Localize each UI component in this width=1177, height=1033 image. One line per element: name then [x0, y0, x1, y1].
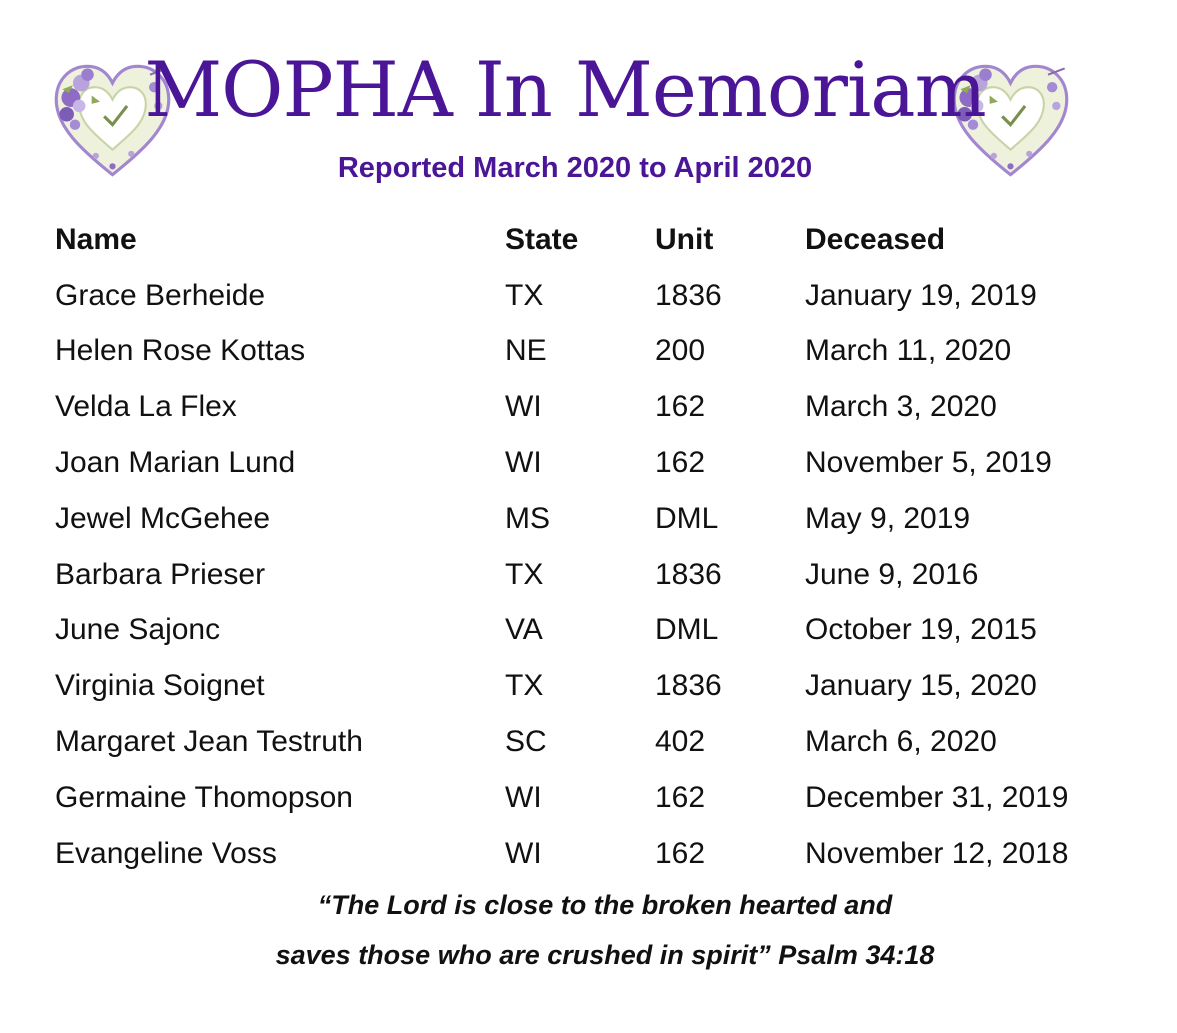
cell-unit: 1836 [655, 557, 722, 591]
cell-unit: 162 [655, 446, 706, 480]
cell-deceased: March 3, 2020 [805, 390, 997, 424]
cell-name: Virginia Soignet [55, 669, 265, 703]
table-row [55, 770, 1125, 826]
table-row [55, 547, 1125, 603]
cell-unit: DML [655, 501, 719, 535]
cell-state: VA [505, 613, 543, 647]
cell-name: Germaine Thomopson [55, 780, 353, 814]
table-row [55, 658, 1125, 714]
table-row [55, 324, 1125, 380]
cell-unit: DML [655, 613, 719, 647]
cell-unit: 1836 [655, 278, 722, 312]
table-row [55, 379, 1125, 435]
scripture-quote-line-1: “The Lord is close to the broken hearted and [317, 890, 893, 920]
table-row [55, 826, 1125, 882]
page-title: MOPHA In Memoriam [144, 45, 986, 134]
cell-deceased: March 11, 2020 [805, 334, 1012, 368]
table-row [55, 603, 1125, 659]
cell-name: Joan Marian Lund [55, 446, 296, 480]
cell-deceased: November 5, 2019 [805, 446, 1052, 480]
cell-unit: 162 [655, 836, 706, 870]
cell-unit: 402 [655, 725, 706, 759]
scripture-quote-line-2: saves those who are crushed in spirit” Psalm 34:18 [275, 940, 935, 970]
cell-state: MS [505, 501, 550, 535]
table-row [55, 714, 1125, 770]
cell-state: WI [505, 836, 542, 870]
cell-deceased: December 31, 2019 [805, 780, 1069, 814]
cell-deceased: June 9, 2016 [805, 557, 979, 591]
cell-name: Velda La Flex [55, 390, 237, 424]
cell-unit: 1836 [655, 669, 722, 703]
cell-name: Jewel McGehee [55, 501, 271, 535]
cell-name: Margaret Jean Testruth [55, 725, 363, 759]
cell-unit: 200 [655, 334, 706, 368]
cell-state: NE [505, 334, 547, 368]
cell-state: WI [505, 390, 542, 424]
table-row [55, 491, 1125, 547]
cell-unit: 162 [655, 780, 706, 814]
cell-name: Barbara Prieser [55, 557, 266, 591]
cell-deceased: March 6, 2020 [805, 725, 997, 759]
cell-state: TX [505, 557, 544, 591]
column-header-deceased: Deceased [805, 222, 946, 256]
cell-state: WI [505, 446, 542, 480]
cell-deceased: January 19, 2019 [805, 278, 1037, 312]
column-header-name: Name [55, 222, 137, 256]
cell-deceased: November 12, 2018 [805, 836, 1069, 870]
cell-unit: 162 [655, 390, 706, 424]
cell-name: Evangeline Voss [55, 836, 277, 870]
column-header-state: State [505, 222, 579, 256]
page-subtitle: Reported March 2020 to April 2020 [337, 152, 813, 184]
cell-deceased: January 15, 2020 [805, 669, 1037, 703]
table-row [55, 268, 1125, 324]
cell-deceased: October 19, 2015 [805, 613, 1037, 647]
cell-name: Grace Berheide [55, 278, 266, 312]
table-row [55, 435, 1125, 491]
memorial-table [55, 212, 1125, 882]
cell-state: TX [505, 669, 544, 703]
cell-name: Helen Rose Kottas [55, 334, 306, 368]
column-header-unit: Unit [655, 222, 714, 256]
cell-state: WI [505, 780, 542, 814]
cell-name: June Sajonc [55, 613, 221, 647]
table-header-row [55, 212, 1125, 268]
cell-deceased: May 9, 2019 [805, 501, 971, 535]
cell-state: SC [505, 725, 547, 759]
cell-state: TX [505, 278, 544, 312]
